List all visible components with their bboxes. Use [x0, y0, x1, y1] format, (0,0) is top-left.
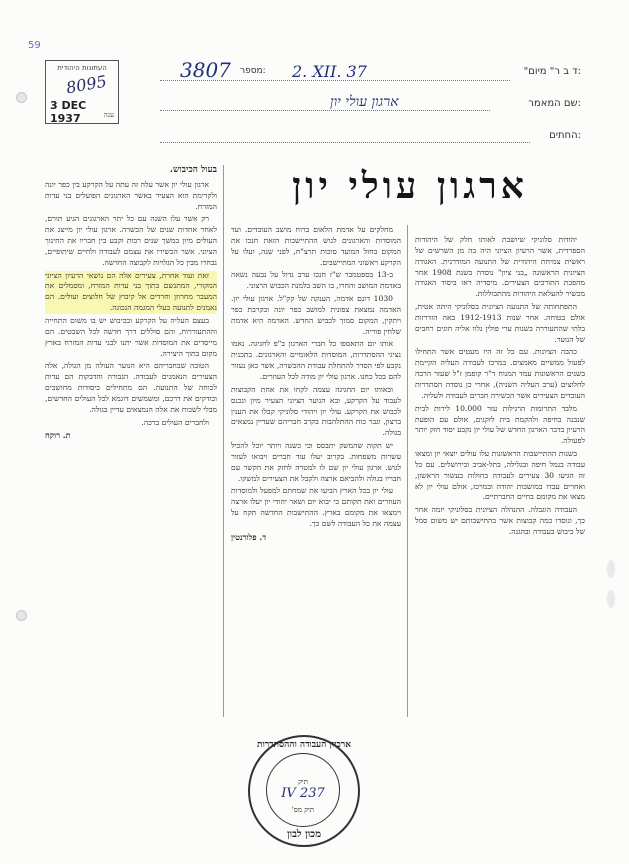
clipping-stamp: [45, 60, 119, 124]
article-title: ארגון עולי יון: [292, 165, 528, 207]
paragraph: ובאותו יום החגיגה עצמה לקחו את אחת הקבוצות לעבוד על הקרקע, ובא הנוער הציוני הצעיר מיון ונכנס לכבוש את הקרקע. עולי יון ויהודי סלוניקי קבלו את הענין ברצון, וגבר כוח ההתלהבות בקרב חבריהם שעדיין נמצאים בגולה.: [231, 384, 401, 438]
number-label: מספר:: [240, 66, 266, 76]
edge-mark: [607, 590, 615, 608]
clipping-stamp-title: העתונות היהודית: [57, 64, 107, 72]
author-label: שם המאמר:: [528, 98, 581, 109]
column-rule: [223, 165, 224, 717]
paragraph: הטובה שבחבריהם היא הנוער העולה מן הגולה, אלה הצעירים הנאמנים לעבודה. הגבורה והדבקות הם עדות לכוחה של התנועה. הם מתחילים ביסודות מחושבים ובודקים את דרכם, ומשמשים דוגמא לכל העולים החדשים, מבלי לשכוח את אלה הנמצאים עדיין בגולה.: [45, 361, 217, 414]
paper-label: "ד ב ר" מיום:: [523, 66, 581, 77]
paragraph: יהודות סלוניקי שיושבת לאותו חלק של היהודות הספרדית, אשר הרעיון הציוני היה בה מן השרשים של ראשית צמיחת היהודית של התנועה המודרנית. האגודה הציונית הראשונה „בני ציון" נוסדה בשנת 1908 אחר מהפכת התורכים הצעירים. מיסדיה ראו ביסוד האגודה מכשיר להעלאת היהודות מהתבוללות.: [415, 235, 585, 299]
paragraph: מלבד התרומות הרגילות עזר 10.000 לירות לבית שנבנה בחיפה ולהקמת בית לזקנים, אולם עם הופעת הרעיון בדבר הארגון החדש של עולי יון נקבע יסוד חזק יותר לפעולה.: [415, 403, 585, 446]
paragraph: ב-13 בספטמבר ש"ז חנכו ערב גדול על נבעה נשאה באדמת המושב והחרו, בו השב בלמנת הכבוש הרצוני.: [231, 270, 401, 291]
paragraph: ולחברים העולים ברכה.: [141, 417, 209, 427]
punch-hole: [16, 610, 27, 621]
paragraph: התפתחותה של התנועה הציונית בסלוניקי היתה אטית, אולם בטוחה. אחר שנות 1912-1913 באה הזדרזות בלתי שהתעוררה בשנות ערי פולין נלוו אליה חוגים רחבים של הנוער.: [415, 302, 585, 344]
paragraph: עולי יון בכל הארץ הביעו את שמחתם למפעל ולמוסדות העוזרים ואת תקותם כי יבוא יום ושאר יהודי יון יעלו ארצה וימצאו את מקומם בארץ. ההתישבות החדשה תקח על עצמה את כל העבודה לשם כך.: [231, 486, 401, 528]
paragraph: בעצם העליה על הקרקע ובכיבוש יש בו משום התחייה וההתעוררות, והם סוללים דרך חדשה לכל השבטים. הם מייסדים את המוסדות אשר יתנו לבני עדות המזרח בארץ מקום בתוך היצירה.: [45, 315, 217, 358]
archive-stamp-inner: [266, 753, 340, 827]
number-value: 3807: [180, 58, 231, 82]
column-subheading: בעול הכיבוש.: [169, 165, 217, 175]
paragraph: רק אשר עלו השנה עם כל יתר הארגונים הגיע תורם, לאחר אחדות שנים של הכשרה. ארגון עולי יון מייצג את העולים מיון במשך שנים רבות וקבע בין חבריו את החינוך הציוני. אשר הכשירו את עצמם לעבודה ולחיים שיתופיים, נבחרו מבין כל הגלויות לקבוצה החדשה.: [45, 214, 217, 267]
punch-hole: [16, 92, 27, 103]
paragraph: 1030 דונם אדמה, הענקה של קק"ל. ארגון עולי יון. האדמה נמצאת צפונית למושב כפר יונה ובקרבת כפר ויתקין, המקום סמוך לכביש החדש. האדמה היא אדמת שלחין פוריה.: [231, 294, 401, 336]
paragraph: מחלקים על אדמת הלאום ברוח מושב העובדים. ועד המוסדות והארגונים לגוש ההתיישבות הזאת חנכו את המקום בחול המועד סוכות תרצ"ח, לפני שנה, ועלו על הקרקע ראשוני המתיישבים.: [231, 225, 401, 267]
archive-stamp-institute: מכון לבון: [286, 829, 321, 840]
paragraph: אותו יום התאספו כל חברי הארגון ב"פ לחגיגה. נאמו נציגי ההסתדרות, המוסדות הלאומיים והארגונים. בתכנית נקבע לפי הסדר להתחלת עבודת ההכשרה, אשר כאן נעזור להם בכל כחנו. ארגון עולי יון מודה לכל העוזרים.: [231, 339, 401, 381]
column-rule: [407, 225, 408, 717]
archive-stamp: [248, 735, 360, 847]
signer-label: החתים:: [549, 130, 581, 141]
header-line: [160, 142, 530, 143]
article-column-left: [45, 165, 217, 717]
paragraph: כהבה הציונות. עם כל זה היו מעטים אשר התחילו לפעול ממשיים מאמצים. במרכז לעבודה העליה הקיימת בשנים הראשונות עמד המנוח ד"ר קופמן ז"ל שעזר הרבה לחלוצים (ערב העליה השניה), אחרי כן נוסדה הסתדרות העובדים הצעירים אשר הכשירה חברים לעבודה ולעליה.: [415, 347, 585, 400]
article-column-middle: [231, 225, 401, 717]
archive-file-number: IV 237: [281, 786, 325, 801]
middle-signature: ד. פלורנטין: [231, 531, 267, 542]
paragraph: העבודה הוגבלה. ההנהלה הציונית בסלוניקי יזמה אחר כך, ונוסדו כמה קבוצות אשר בהתישבותם יש משום סמל של כיבוש בעבודה ובהגנה.: [415, 505, 585, 536]
article-clipping: [45, 165, 585, 717]
paragraph: יש תקוה שהמשק יתבסס וכי כשנה ויותר יוכל להכיל עשרות משפחות. בקרוב יעלו עוד חברים ויבואו לעזור לגוש. ארגון עולי יון שם לו למטרה לחזק את הקשר עם חבריו בגולה ולהביאם ארצה ולקבל את הצעירים למשקו.: [231, 441, 401, 483]
paragraph: בשנות ההתיישבות הראשונות עלו עולים יוצאי יון ומצאו עבודה בנמל חיפה ובגלילה, בתל-אביב ובירושלים. עם כל זה הגיעו 30 צעירים לעבודה בחולות בעשור הראשון, ואחרים עבדו במושבות יהודה ובמרכז, אולם עולי יון לא מצאו את מקומם בחיים החברתיים.: [415, 449, 585, 502]
edge-mark: [607, 560, 615, 578]
page-number: 59: [28, 40, 41, 51]
article-column-right: [415, 235, 585, 717]
author-value: ארגון עולי יון: [330, 94, 399, 110]
clipping-number: 8095: [64, 71, 109, 98]
archive-stamp-label: תיק: [298, 778, 308, 786]
clipping-stamp-footer: ענה: [103, 111, 114, 119]
header-line: [160, 110, 490, 111]
left-signature: ת. רוקח: [45, 430, 71, 441]
paper-date-value: 2. XII. 37: [292, 62, 367, 81]
clipping-date: 3 DEC 1937: [50, 99, 87, 125]
archive-stamp-ring-text: ארכיון העבודה וההסתדרות: [256, 740, 352, 750]
paragraph: ארגון עולי יון אשר עלה זה עתה על הקרקע בין כפר יונה ולקרימת הוא הצעיר באשר הארגונים הפועלים בני עדות המזרח.: [45, 179, 217, 211]
highlighted-paragraph: זאת ועוד אחרת, צעירים אלה הם נושאי הרעיון הציוני המקורי, המתגשם בתוך בני עדות המזרח, ומסמלים את המעבר מחרוזן וחרדים אל קיבוץ של חלוצים ועולים. הם נאמנים לתנועה בעלי המגמה הנכונה.: [45, 270, 217, 313]
archive-stamp-label: תיק מס': [291, 806, 315, 814]
